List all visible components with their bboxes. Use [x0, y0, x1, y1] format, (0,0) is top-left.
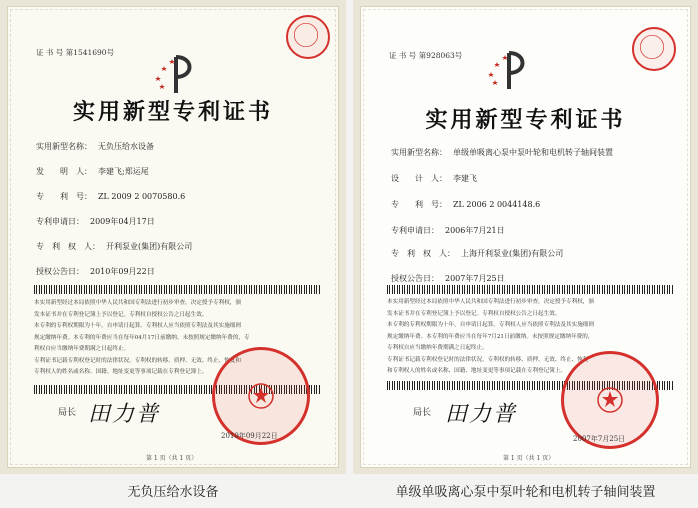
field-patentee: 专 利 权 人： 上海开利泵业(集团)有限公司 — [391, 249, 564, 258]
national-emblem-icon — [246, 381, 276, 411]
corner-seal-icon — [632, 27, 676, 71]
barcode-strip — [387, 285, 673, 294]
field-patent-number: 专 利 号： ZL 2006 2 0044148.6 — [391, 200, 541, 209]
corner-seal-icon — [286, 15, 330, 59]
page-footer: 第 1 页（共 1 页） — [503, 455, 555, 462]
certificate-number: 证 书 号 第1541690号 — [36, 48, 115, 57]
seal-date: 2010年09月22日 — [221, 432, 278, 440]
field-utility-model-name: 实用新型名称： 无负压给水设备 — [36, 142, 154, 151]
director-signature: 田力普 — [88, 402, 161, 427]
caption-left: 无负压给水设备 — [127, 484, 219, 499]
patent-office-emblem-icon — [483, 47, 531, 91]
page-footer: 第 1 页（共 1 页） — [146, 455, 198, 462]
certificate-sheet — [360, 6, 691, 468]
caption-right: 单级单吸离心泵中泵叶轮和电机转子轴间装置 — [395, 484, 656, 499]
certificate-body-text: 本实用新型经过本局依照中华人民共和国专利法进行初步审查，决定授予专利权，颁 发本证书并在专利登记簿上予以登记。专利权自授权公告之日起生效。 本专利的专利权期限为十年，自申请日起算。专利权人应当依照专利法及其实施细则 规定缴纳年费。本专利的年费应当在每年04月17日前缴纳。未按照规定缴纳年费的，专 利权自应当缴纳年费期满之日起终止。 专利证书记载专利权登记时的法律状况。专利权的转移、质押、无效、终止、恢复和 专利权人的姓名或名称、国籍、地址变更等事项记载在专利登记簿上。 — [34, 300, 250, 375]
certificate-number: 证 书 号 第928063号 — [389, 51, 463, 60]
director-signature: 田力普 — [445, 402, 518, 427]
certificate-image-left[interactable] — [0, 0, 346, 474]
field-application-date: 专利申请日： 2006年7月21日 — [391, 226, 505, 235]
field-grant-date: 授权公告日： 2007年7月25日 — [391, 274, 505, 283]
field-patent-number: 专 利 号： ZL 2009 2 0070580.6 — [36, 192, 186, 201]
certificate-image-right[interactable] — [353, 0, 698, 474]
certificate-sheet — [7, 6, 339, 468]
seal-date: 2007年7月25日 — [573, 435, 626, 443]
director-label: 局长 — [413, 408, 432, 418]
field-inventor: 发 明 人： 李建飞;郑运尾 — [36, 167, 149, 176]
field-application-date: 专利申请日： 2009年04月17日 — [36, 217, 155, 226]
director-label: 局长 — [58, 408, 77, 418]
field-designer: 设 计 人： 李建飞 — [391, 174, 477, 183]
patent-office-emblem-icon — [150, 51, 198, 95]
national-emblem-icon — [595, 385, 625, 415]
certificate-title: 实用新型专利证书 — [425, 107, 626, 133]
field-utility-model-name: 实用新型名称： 单级单吸离心泵中泵叶轮和电机转子轴间装置 — [391, 148, 613, 157]
barcode-strip — [34, 285, 320, 294]
field-patentee: 专 利 权 人： 开利泵业(集团)有限公司 — [36, 242, 193, 251]
certificate-title: 实用新型专利证书 — [72, 99, 273, 125]
certificate-body-text: 本实用新型经过本局依照中华人民共和国专利法进行初步审查，决定授予专利权，颁 发本证书并在专利登记簿上予以登记。专利权自授权公告之日起生效。 本专利的专利权期限为十年，自申请日起算。专利权人应当依照专利法及其实施细则 规定缴纳年费。本专利的年费应当在每年7月21日前缴纳。未按照规定缴纳年费的， 专利权自应当缴纳年费期满之日起终止。 专利证书记载专利权登记时的法律状况。专利权的转移、质押、无效、终止、恢复 和专利权人的姓名或名称、国籍、地址变更等事项记载在专利登记簿上。 — [387, 299, 594, 374]
field-grant-date: 授权公告日： 2010年09月22日 — [36, 267, 155, 276]
